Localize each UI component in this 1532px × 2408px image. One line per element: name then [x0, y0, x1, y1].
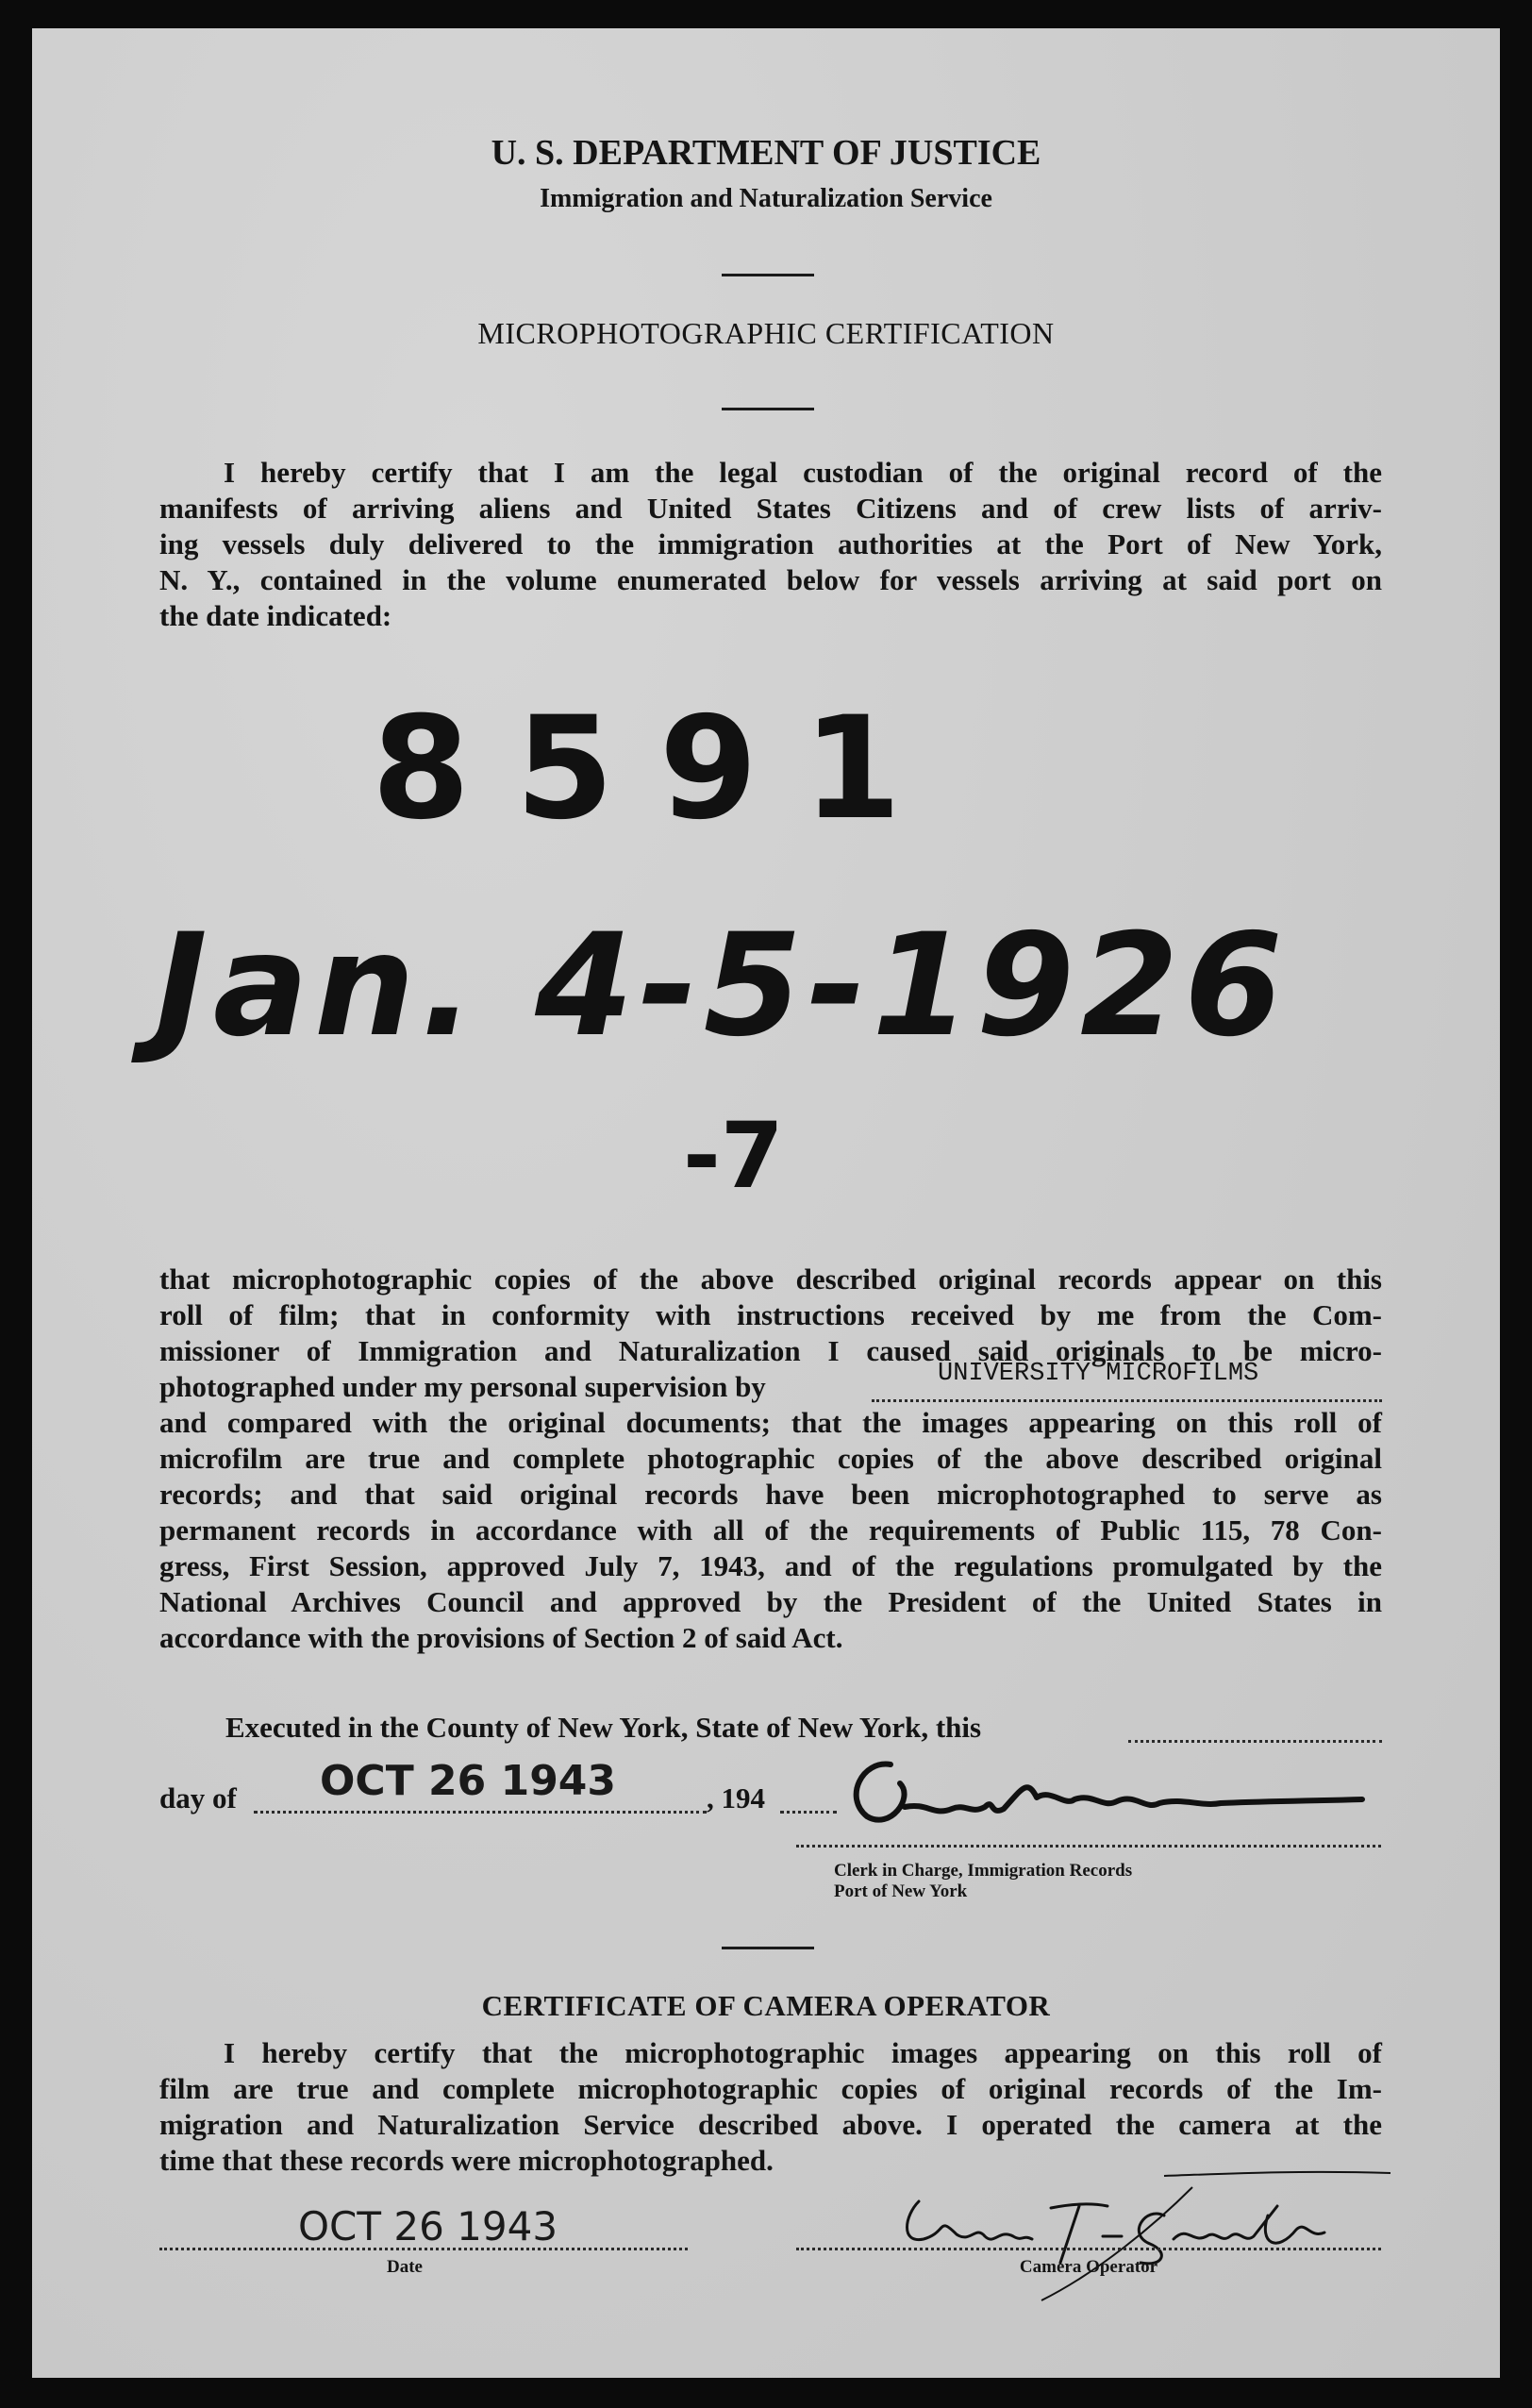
- agency-title: U. S. DEPARTMENT OF JUSTICE: [491, 133, 1041, 173]
- title-divider: [722, 408, 814, 410]
- clerk-location: Port of New York: [834, 1881, 968, 1901]
- header-divider: [722, 274, 814, 276]
- intro-paragraph: [159, 455, 1382, 634]
- body-paragraph: [159, 1262, 1382, 1656]
- certification-title: MICROPHOTOGRAPHIC CERTIFICATION: [477, 316, 1055, 350]
- camera-operator-title: CERTIFICATE OF CAMERA OPERATOR: [481, 1989, 1051, 2022]
- handwritten-date: Jan. 4-5-1926: [155, 904, 1289, 1068]
- clerk-signature-line: [796, 1845, 1381, 1848]
- day-of-fill-line: [254, 1811, 707, 1814]
- clerk-signature: [824, 1741, 1390, 1845]
- body-line: microfilm are true and complete photographic copies of the above described original: [159, 1442, 1382, 1475]
- body-line: records; and that said original records have been microphotographed to serve as: [159, 1478, 1382, 1511]
- handwritten-date-suffix: -7: [683, 1103, 784, 1209]
- body-line: roll of film; that in conformity with instructions received by me from the Com-: [159, 1298, 1382, 1331]
- body-line: that microphotographic copies of the above described original records appear on this: [159, 1263, 1382, 1296]
- supervisor-line: [159, 1360, 1382, 1405]
- body-line: permanent records in accordance with all of the requirements of Public 115, 78 Con-: [159, 1513, 1382, 1547]
- executed-line: Executed in the County of New York, State of New York, this: [225, 1711, 982, 1744]
- body-line: National Archives Council and approved by the President of the United States in: [159, 1585, 1382, 1618]
- intro-line: the date indicated:: [159, 599, 392, 632]
- camera-line: migration and Naturalization Service described above. I operated the camera at the: [159, 2108, 1382, 2141]
- intro-line: I hereby certify that I am the legal custodian of the original record of the: [224, 456, 1382, 489]
- body-line: and compared with the original documents; that the images appearing on this roll of: [159, 1406, 1382, 1439]
- body-line: gress, First Session, approved July 7, 1943, and of the regulations promulgated by the: [159, 1549, 1382, 1582]
- camera-line: I hereby certify that the microphotographic images appearing on this roll of: [224, 2036, 1382, 2069]
- date-stamp: OCT 26 1943: [320, 1757, 617, 1805]
- clerk-title: Clerk in Charge, Immigration Records: [834, 1861, 1133, 1881]
- intro-line: ing vessels duly delivered to the immigration authorities at the Port of New York,: [159, 527, 1382, 560]
- body-line: photographed under my personal supervision by: [159, 1370, 766, 1403]
- operator-date-stamp: OCT 26 1943: [298, 2203, 558, 2249]
- camera-operator-signature-line: [796, 2248, 1381, 2250]
- date-label: Date: [387, 2257, 423, 2277]
- certificate-page: [32, 28, 1500, 2378]
- service-subtitle: Immigration and Naturalization Service: [540, 184, 992, 213]
- intro-line: manifests of arriving aliens and United States Citizens and of crew lists of arriv-: [159, 492, 1382, 525]
- camera-operator-signature: [881, 2149, 1409, 2310]
- camera-line: film are true and complete microphotographic copies of original records of the Im-: [159, 2072, 1382, 2105]
- supervisor-typed-name: UNIVERSITY MICROFILMS: [938, 1360, 1259, 1388]
- section-divider: [722, 1947, 814, 1949]
- camera-operator-label: Camera Operator: [1019, 2257, 1158, 2277]
- handwritten-volume-number: 8591: [372, 687, 947, 851]
- camera-line: time that these records were microphotographed.: [159, 2144, 774, 2177]
- intro-line: N. Y., contained in the volume enumerated below for vessels arriving at said port on: [159, 563, 1382, 596]
- body-line: accordance with the provisions of Section 2 of said Act.: [159, 1621, 843, 1654]
- day-of-label: day of: [159, 1781, 237, 1814]
- supervisor-fill-line: [872, 1399, 1382, 1402]
- body-line: missioner of Immigration and Naturalization I caused said originals to be micro-: [159, 1334, 1382, 1367]
- year-prefix: , 194: [707, 1781, 765, 1814]
